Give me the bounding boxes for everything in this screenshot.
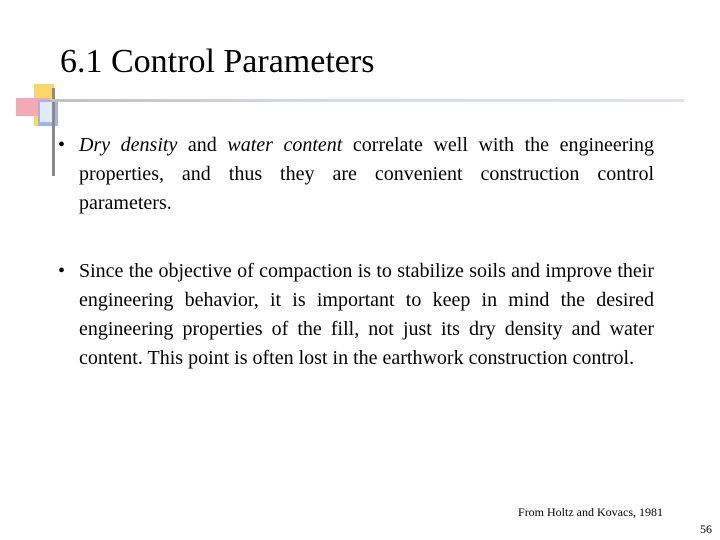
bullet-2-text: Since the objective of compaction is to stabilize soils and improve their engineering behavior, it is important to keep in mind the desired engineering properties of the fill, not just its dry density and water content. This point is often lost in the earthwork construction control. (79, 260, 654, 369)
bullet-item-2 (58, 257, 654, 373)
bullet-marker: • (58, 260, 66, 282)
bullet-1-emphasis-dry-density: Dry density (79, 134, 178, 156)
source-citation: From Holtz and Kovacs, 1981 (518, 505, 663, 519)
bullet-1-emphasis-water-content: water content (227, 134, 343, 156)
bullet-1-text-part-1: and (177, 134, 228, 156)
title-underline-rule (52, 99, 684, 102)
bullet-item-1 (58, 131, 654, 218)
bullet-1-text-part-2: correlate well with the engineering properties, and thus they are convenient construction control parameters. (79, 134, 654, 214)
slide-title: 6.1 Control Parameters (60, 43, 375, 80)
bullet-marker: • (58, 134, 66, 156)
page-number: 56 (700, 522, 712, 536)
